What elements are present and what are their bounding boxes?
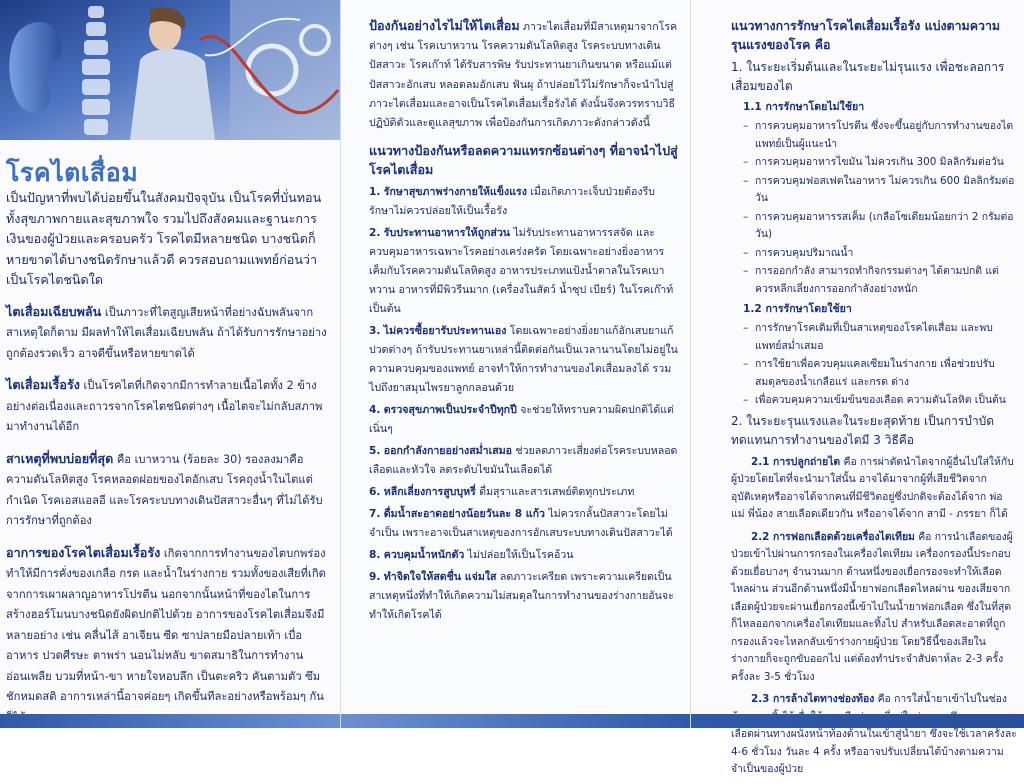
tip-item bbox=[369, 483, 679, 502]
symptom-text: เกิดจากการทำงานของไตบกพร่องทำให้มีการคั่งของเกลือ กรด และน้ำในร่างกาย รวมทั้งของเสียที่เกิดจากการเผาผลาญอาหารโปรตีน นอกจากนั้นหน้าที่ของไตในการสร้างฮอร์โมนบางชนิดยังผิดปกติไปด้วย อาการของโรคไตเสื่อมจึงมีหลายอย่าง เช่น คลื่นไส้ อาเจียน ซีด ซาปลายมือปลายเท้า เบื่ออาหาร ปวดศีรษะ ตาพร่า นอนไม่หลับ ขาดสมาธิในการทำงาน อ่อนเพลีย บวมที่หน้า-ขา หายใจหอบลึก เป็นตะคริว คันตามตัว ซึม ชักหมดสติ อาการเหล่านี้อาจค่อยๆ เกิดขึ้นทีละอย่างหรือพร้อมๆ กัน bbox=[6, 546, 326, 703]
tip-heading: รับประทานอาหารให้ถูกส่วน bbox=[383, 227, 511, 240]
tip-text: ไม่ปล่อยให้เป็นโรคอ้วน bbox=[467, 549, 574, 562]
panel-right bbox=[690, 0, 1024, 775]
right-content bbox=[731, 16, 1017, 784]
stage-two-heading: 2. ในระยะรุนแรงและในระยะสุดท้าย เป็นการบำบัดทดแทนการทำงานของไตมี 3 วิธีคือ bbox=[731, 413, 995, 447]
prevent-text: ภาวะไตเสื่อมที่มีสาเหตุมาจากโรคต่างๆ เช่น โรคเบาหวาน โรคความดันโลหิตสูง โรคระบบทางเดินปัสสาวะ โรคเก๊าท์ ได้รับสารพิษ รับประทานยาเกินขนาด หรือแม้แต่ปัสสาวะอักเสบ หลอดลมอักเสบ ฟันผุ ถ้าปล่อยไว้ไม่รักษาก็จะนำไปสู่ภาวะไตเสื่อมและอาจเป็นโรคไตเสื่อมเรื้อรังได้ ดังนั้นจึงควรทราบวิธีปฏิบัติตัวและดูแลสุขภาพ เพื่อป้องกันการเกิดภาวะดังกล่าวดังนี้ bbox=[369, 21, 678, 130]
footer-strip bbox=[341, 714, 690, 728]
tip-text: ไม่ควรกลั้นปัสสาวะโดยไม่จำเป็น เพราะอาจเป็นสาเหตุของการอักเสบระบบทางเดินปัสสาวะได้ bbox=[369, 508, 673, 540]
tip-heading: ออกกำลังกายอย่างสม่ำเสมอ bbox=[383, 445, 513, 458]
nondrug-item: – การออกกำลัง สามารถทำกิจกรรมต่างๆ ได้ตามปกติ แต่ควรหลีกเลี่ยงการออกกำลังอย่างหนัก bbox=[743, 263, 1017, 298]
middle-content bbox=[369, 16, 679, 628]
stage-one-heading: 1. ในระยะเริ่มต้นและในระยะไม่รุนแรง เพื่อชะลอการเสื่อมของไต bbox=[731, 60, 1005, 93]
nondrug-item: – การควบคุมปริมาณน้ำ bbox=[743, 245, 1017, 263]
tip-text: ลดภาวะเครียด เพราะความเครียดเป็นสาเหตุหนึ่งที่ทำให้เกิดความไม่สมดุลในการทำงานของร่างกายอันจะทำให้เกิดโรคได้ bbox=[369, 571, 674, 622]
cause-text: คือ เบาหวาน (ร้อยละ 30) รองลงมาคือ ความดันโลหิตสูง โรคหลอดฝอยของไตอักเสบ โรคถุงน้ำในไตแต่กำเนิด โรคเอสแอลอี และโรคระบบทางเดินปัสสาวะอื่นๆ ที่ไม่ได้รับการรักษาที่ถูกต้อง bbox=[6, 452, 323, 527]
prevent-paragraph bbox=[369, 16, 679, 133]
non-drug-heading: 1.1 การรักษาโดยไม่ใช้ยา bbox=[743, 101, 865, 113]
tip-item bbox=[369, 505, 679, 543]
footer-strip bbox=[691, 714, 1024, 728]
method-heading: 2.3 การล้างไตทางช่องท้อง bbox=[751, 693, 875, 705]
nondrug-item: – การควบคุมอาหารรสเค็ม (เกลือโซเดียมน้อยกว่า 2 กรัมต่อวัน) bbox=[743, 209, 1017, 244]
method-heading: 2.2 การฟอกเลือดด้วยเครื่องไตเทียม bbox=[751, 530, 915, 543]
tip-number: 6. bbox=[369, 486, 381, 499]
chronic-heading: ไตเสื่อมเรื้อรัง bbox=[6, 377, 80, 392]
acute-text: เป็นภาวะที่ไตสูญเสียหน้าที่อย่างฉับพลันจากสาเหตุใดก็ตาม มีผลทำให้ไตเสื่อมเฉียบพลัน ถ้าได้รับการรักษาอย่างถูกต้องรวดเร็ว อาจดีขึ้นหรือหายขาดได้ bbox=[6, 305, 327, 360]
tip-number: 5. bbox=[369, 445, 381, 458]
tip-number: 1. bbox=[369, 186, 381, 199]
tip-item bbox=[369, 442, 679, 480]
methods-list bbox=[731, 454, 1017, 779]
method-text: คือ การนำเลือดของผู้ป่วยเข้าไปผ่านการกรองในเครื่องไตเทียม เครื่องกรองนี้ประกอบด้วยเยื่อบางๆ จำนวนมาก ด้านหนึ่งของเยื่อกรองจะทำให้เลือดไหลผ่าน ส่วนอีกด้านหนึ่งมีน้ำยาฟอกเลือดไหลผ่าน ของเสียจากเลือดผู้ป่วยจะผ่านเยื่อกรองนี้เข้าไปในน้ำยาฟอกเลือด ซึ่งในที่สุดก็ไหลออกจากเครื่องไตเทียมและทิ้งไป สำหรับเลือดสะอาดที่ถูกกรองแล้วจะไหลกลับเข้าร่างกายผู้ป่วย โดยวิธีนี้ของเสียในร่างกายก็จะถูกขับออกไป แต่ต้องทำประจำสัปดาห์ละ 2-3 ครั้ง ครั้งละ 3-5 ชั่วโมง bbox=[731, 530, 1013, 683]
tip-heading: ทำจิตใจให้สดชื่น แจ่มใส bbox=[383, 571, 497, 584]
tip-text: ดื่มสุราและสารเสพย์ติดทุกประเภท bbox=[479, 486, 635, 499]
tip-item bbox=[369, 546, 679, 565]
dialysis-photo bbox=[0, 0, 340, 140]
symptom-paragraph bbox=[6, 543, 334, 729]
tip-heading: ดื่มน้ำสะอาดอย่างน้อยวันละ 8 แก้ว bbox=[383, 508, 545, 521]
method-text: คือ การผ่าตัดนำไตจากผู้อื่นไปใส่ให้กับผู้ป่วยโดยไตที่จะนำมาใส่นั้น อาจได้มาจากผู้ที่เสียชีวิตจากอุบัติเหตุหรืออาจได้จากคนที่มีชีวิตอยู่ซึ่งปกติจะต้องได้จาก พ่อ แม่ พี่น้อง สายเลือดเดียวกัน หรืออาจได้จาก สามี - ภรรยา ก็ได้ bbox=[731, 455, 1014, 520]
tip-heading: รักษาสุขภาพร่างกายให้แข็งแรง bbox=[383, 186, 527, 199]
method-text: คือ การใส่น้ำยาเข้าไปในช่อง เลือดผ่านทางผนังหน้าท้องด้านในเข้าสู่น้ำยา ซึ่งจะใช้เวลาครั้งละ 4-6 ชั่วโมง วันละ 4 ครั้ง หรืออาจปรับเปลี่ยนได้บ้างตามความจำเป็นของผู้ป่วย bbox=[731, 693, 1017, 775]
acute-heading: ไตเสื่อมเฉียบพลัน bbox=[6, 303, 102, 319]
nondrug-item: – การควบคุมอาหารโปรตีน ซึ่งจะขึ้นอยู่กับการทำงานของไต แพทย์เป็นผู้แนะนำ bbox=[743, 118, 1017, 153]
method-heading: 2.1 การปลูกถ่ายไต bbox=[751, 455, 841, 468]
tip-heading: ตรวจสุขภาพเป็นประจำปีทุกปี bbox=[383, 404, 517, 417]
symptom-heading: อาการของโรคไตเสื่อมเรื้อรัง bbox=[6, 544, 161, 560]
tips-list bbox=[369, 183, 679, 625]
acute-paragraph bbox=[6, 302, 334, 365]
nondrug-item: – การควบคุมอาหารไขมัน ไม่ควรเกิน 300 มิลลิกรัมต่อวัน bbox=[743, 154, 1017, 172]
treatment-heading: แนวทางการรักษาโรคไตเสื่อมเรื้อรัง แบ่งตามความรุนแรงของโรค คือ bbox=[731, 18, 1001, 52]
tip-text: จะช่วยให้ทราบความผิดปกติได้แต่เนิ่นๆ bbox=[369, 404, 674, 436]
intro-paragraph: เป็นปัญหาที่พบได้บ่อยขึ้นในสังคมปัจจุบัน เป็นโรคที่บั่นทอนทั้งสุขภาพกายและสุขภาพใจ รวมไปถึงสังคมและฐานะการเงินของผู้ป่วยและครอบครัว โรคไตมีหลายชนิด บางชนิดก็หายขาดได้บางชนิดรักษาแล้วดี ควรสอบถามแพทย์ก่อนว่าเป็นโรคไตชนิดใด bbox=[6, 190, 322, 287]
tip-number: 8. bbox=[369, 549, 381, 562]
non-drug-list bbox=[743, 118, 1017, 298]
tip-heading: ไม่ควรซื้อยารับประทานเอง bbox=[383, 325, 507, 338]
tip-text: ไม่รับประทานอาหารรสจัด และควบคุมอาหารเฉพาะโรคอย่างเคร่งครัด โดยเฉพาะอย่างยิ่งอาหารเค็มกับโรคความดันโลหิตสูง อาหารประเภทแป้งน้ำตาลในโรคเบาหวาน อาหารที่มีพิวรีนมาก (เครื่องในสัตว์ น้ำซุป เบียร์) ในโรคเก๊าท์ เป็นต้น bbox=[369, 227, 674, 316]
guide-heading: แนวทางป้องกันหรือลดความแทรกซ้อนต่างๆ ที่อาจนำไปสู่โรคไตเสื่อม bbox=[369, 143, 678, 178]
method-paragraph bbox=[731, 454, 1017, 524]
left-content bbox=[6, 188, 334, 739]
tip-number: 4. bbox=[369, 404, 381, 417]
tip-item bbox=[369, 401, 679, 439]
tip-item bbox=[369, 322, 679, 398]
cause-paragraph bbox=[6, 449, 334, 532]
tip-heading: ควบคุมน้ำหนักตัว bbox=[383, 549, 465, 562]
panel-middle bbox=[340, 0, 690, 728]
footer-strip bbox=[0, 714, 340, 728]
drug-item: – การใช้ยาเพื่อควบคุมแคลเซียมในร่างกาย เพื่อช่วยปรับสมดุลของน้ำเกลือแร่ และกรด ด่าง bbox=[743, 356, 1017, 391]
tip-text: เมื่อเกิดภาวะเจ็บป่วยต้องรีบรักษาไม่ควรปล่อยให้เป็นเรื้อรัง bbox=[369, 186, 656, 218]
panel-left bbox=[0, 0, 340, 728]
page-title: โรคไตเสื่อม bbox=[6, 158, 139, 187]
tip-item bbox=[369, 568, 679, 625]
cause-heading: สาเหตุที่พบบ่อยที่สุด bbox=[6, 450, 114, 466]
tip-text: โดยเฉพาะอย่างยิ่งยาแก้อักเสบยาแก้ปวดต่างๆ ถ้ารับประทานยาเหล่านี้ติดต่อกันเป็นเวลานานโดยไม่อยู่ในความควบคุมของแพทย์ อาจทำให้การทำงานของไตเสื่อมลงได้ รวมไปถึงยาสมุนไพรยาลูกกลอนด้วย bbox=[369, 325, 678, 395]
tip-number: 9. bbox=[369, 571, 381, 584]
tip-number: 2. bbox=[369, 227, 381, 240]
tip-item bbox=[369, 183, 679, 221]
tip-item bbox=[369, 224, 679, 319]
tip-number: 3. bbox=[369, 325, 381, 338]
nondrug-item: – การควบคุมฟอสเฟตในอาหาร ไม่ควรเกิน 600 มิลลิกรัมต่อวัน bbox=[743, 173, 1017, 208]
tip-number: 7. bbox=[369, 508, 381, 521]
tip-text: ช่วยลดภาวะเสี่ยงต่อโรคระบบหลอดเลือดและหัวใจ ลดระดับไขมันในเลือดได้ bbox=[369, 445, 678, 477]
method-paragraph bbox=[731, 529, 1017, 687]
method-paragraph bbox=[731, 691, 1017, 779]
drug-item: – เพื่อควบคุมความเข้มข้นของเลือด ความดันโลหิต เป็นต้น bbox=[743, 392, 1017, 410]
prevent-heading: ป้องกันอย่างไรไม่ให้ไตเสื่อม bbox=[369, 18, 520, 33]
drug-list bbox=[743, 320, 1017, 410]
chronic-text: เป็นโรคไตที่เกิดจากมีการทำลายเนื้อไตทั้ง 2 ข้างอย่างต่อเนื่องและถาวรจากโรคไตชนิดต่างๆ เนื้อไตจะไม่กลับสภาพมาทำงานได้อีก bbox=[6, 379, 323, 433]
tip-heading: หลีกเลี่ยงการสูบบุหรี่ bbox=[383, 486, 476, 499]
drug-heading: 1.2 การรักษาโดยใช้ยา bbox=[743, 303, 852, 315]
chronic-paragraph bbox=[6, 375, 334, 438]
drug-item: – การรักษาโรคเดิมที่เป็นสาเหตุของโรคไตเสื่อม และพบแพทย์สม่ำเสมอ bbox=[743, 320, 1017, 355]
